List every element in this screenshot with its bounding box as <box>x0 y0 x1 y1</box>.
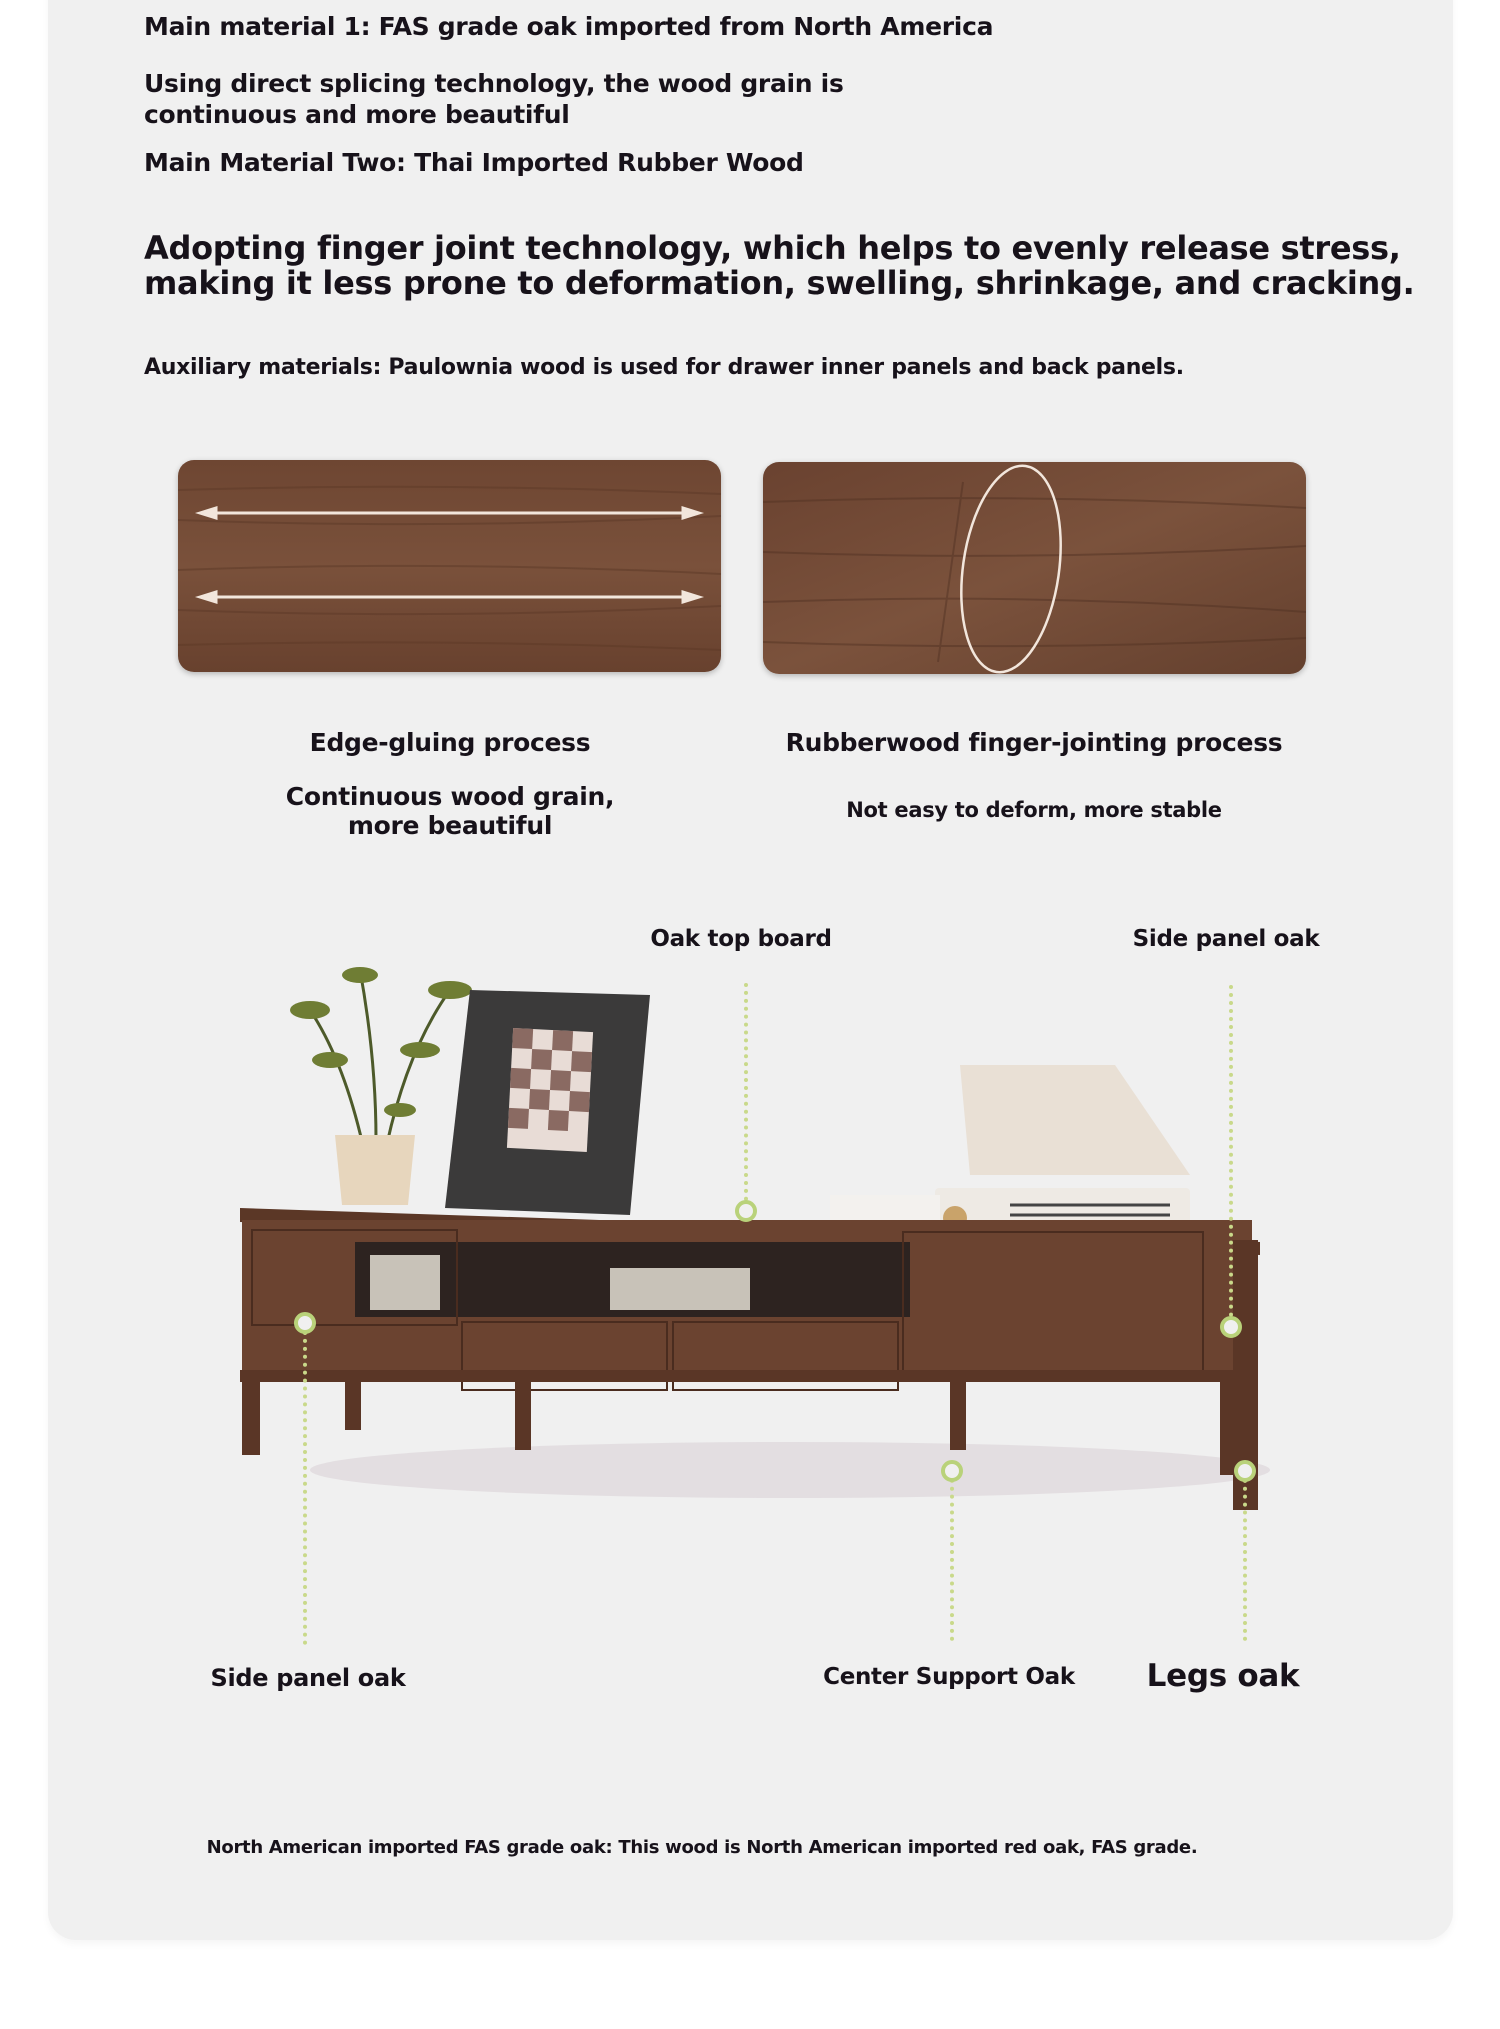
callout-line-center-support <box>950 1471 954 1641</box>
finger-jointing-desc: Not easy to deform, more stable <box>846 798 1222 822</box>
edge-gluing-title: Edge-gluing process <box>309 728 591 757</box>
label-center-support: Center Support Oak <box>823 1664 1075 1690</box>
label-legs: Legs oak <box>1146 1658 1300 1694</box>
splicing-text-line2: continuous and more beautiful <box>144 100 570 129</box>
tv-stand-image <box>230 950 1270 1550</box>
label-side-panel-left: Side panel oak <box>210 1664 406 1692</box>
callout-line-side-right <box>1229 985 1233 1325</box>
splicing-text-line1: Using direct splicing technology, the wood grain is <box>144 69 844 98</box>
finger-joint-line1: Adopting finger joint technology, which helps to evenly release stress, <box>144 229 1401 267</box>
callout-marker-legs <box>1234 1460 1256 1482</box>
footnote-text: North American imported FAS grade oak: This wood is North American imported red oak, FAS grade. <box>206 1837 1198 1858</box>
auxiliary-materials-text: Auxiliary materials: Paulownia wood is used for drawer inner panels and back panels. <box>144 355 1184 380</box>
callout-marker-top-board <box>735 1200 757 1222</box>
callout-line-legs <box>1243 1471 1247 1641</box>
main-material-2-text: Main Material Two: Thai Imported Rubber Wood <box>144 148 804 177</box>
finger-joint-line2: making it less prone to deformation, swelling, shrinkage, and cracking. <box>144 264 1415 302</box>
callout-marker-side-left <box>294 1312 316 1334</box>
callout-marker-side-right <box>1220 1316 1242 1338</box>
picture-frame-icon <box>445 990 650 1215</box>
finger-jointing-title: Rubberwood finger-jointing process <box>785 728 1283 757</box>
label-side-panel-right: Side panel oak <box>1132 926 1320 952</box>
callout-line-side-left <box>303 1323 307 1645</box>
edge-gluing-wood-image <box>178 460 721 672</box>
main-material-1-text: Main material 1: FAS grade oak imported from North America <box>144 12 994 41</box>
plant-icon <box>290 967 472 1205</box>
edge-gluing-desc-line1: Continuous wood grain, <box>285 782 615 811</box>
callout-line-top-board <box>744 983 748 1209</box>
callout-marker-center-support <box>941 1460 963 1482</box>
edge-gluing-desc-line2: more beautiful <box>347 811 553 840</box>
label-oak-top-board: Oak top board <box>650 926 832 952</box>
finger-jointing-wood-image <box>763 462 1306 674</box>
